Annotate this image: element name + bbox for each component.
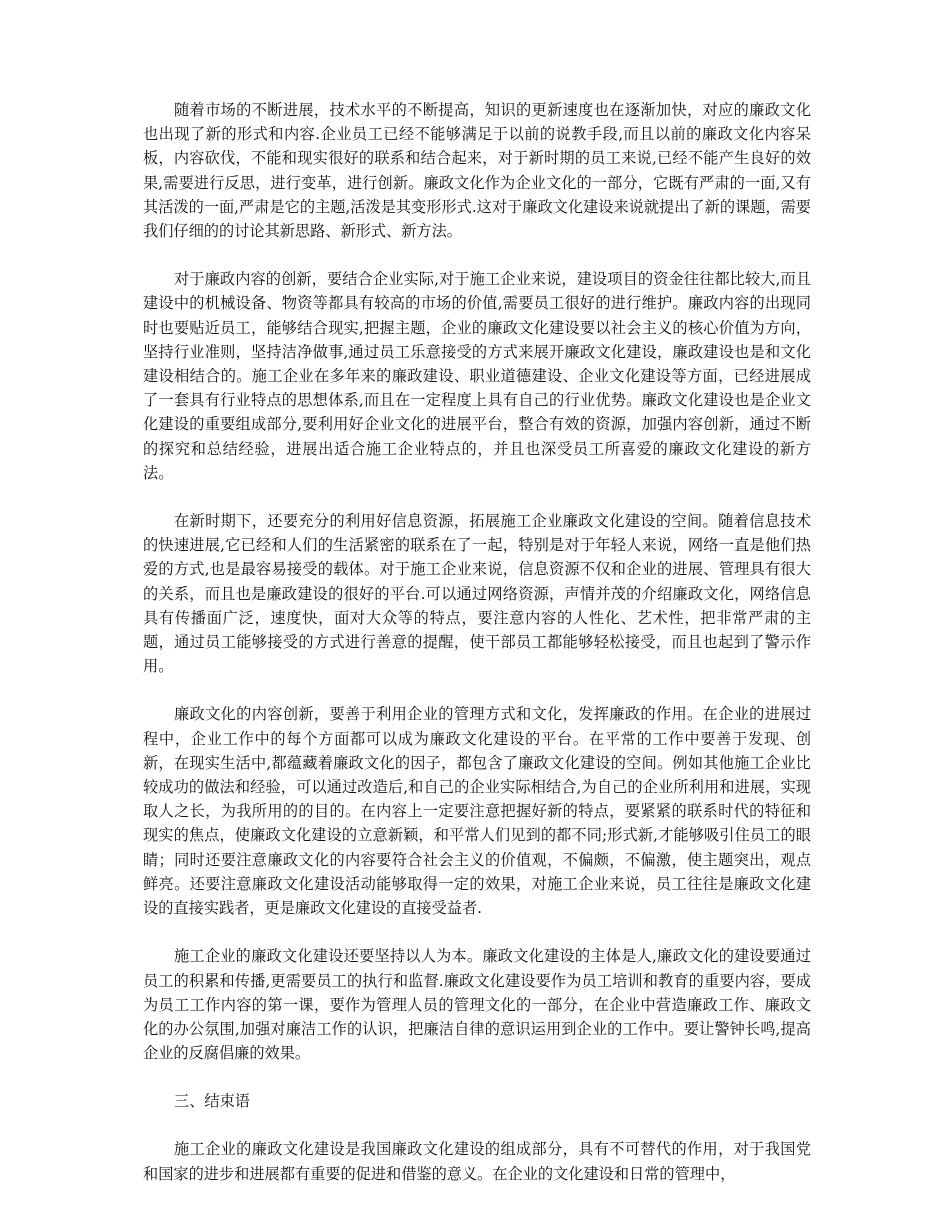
paragraph-3: 在新时期下，还要充分的利用好信息资源，拓展施工企业廉政文化建设的空间。随着信息技术的快速进展,它已经和人们的生活紧密的联系在了一起，特别是对于年轻人来说，网络一直是他们热爱的方式,也是最容易接受的载体。对于施工企业来说，信息资源不仅和企业的进展、管理具有很大的关系，而且也是廉政建设的很好的平台.可以通过网络资源，声情并茂的介绍廉政文化，网络信息具有传播面广泛，速度快，面对大众等的特点，要注意内容的人性化、艺术性，把非常严肃的主题，通过员工能够接受的方式进行善意的提醒，使干部员工都能够轻松接受，而且也起到了警示作用。 <box>143 512 811 676</box>
paragraph-2: 对于廉政内容的创新，要结合企业实际,对于施工企业来说，建设项目的资金往往都比较大,而且建设中的机械设备、物资等都具有较高的市场的价值,需要员工很好的进行维护。廉政内容的出现同时也要贴近员工，能够结合现实,把握主题，企业的廉政文化建设要以社会主义的核心价值为方向，坚持行业准则，坚持洁净做事,通过员工乐意接受的方式来展开廉政文化建设，廉政建设也是和文化建设相结合的。施工企业在多年来的廉政建设、职业道德建设、企业文化建设等方面，已经进展成了一套具有行业特点的思想体系,而且在一定程度上具有自己的行业优势。廉政文化建设也是企业文化建设的重要组成部分,要利用好企业文化的进展平台，整合有效的资源，加强内容创新，通过不断的探究和总结经验，进展出适合施工企业特点的，并且也深受员工所喜爱的廉政文化建设的新方法。 <box>143 270 811 482</box>
paragraph-5: 施工企业的廉政文化建设还要坚持以人为本。廉政文化建设的主体是人,廉政文化的建设要通过员工的积累和传播,更需要员工的执行和监督.廉政文化建设要作为员工培训和教育的重要内容，要成为员工工作内容的第一课，要作为管理人员的管理文化的一部分，在企业中营造廉政工作、廉政文化的办公氛围,加强对廉洁工作的认识，把廉洁自律的意识运用到企业的工作中。要让警钟长鸣,提高企业的反腐倡廉的效果。 <box>143 947 811 1063</box>
paragraph-4: 廉政文化的内容创新，要善于利用企业的管理方式和文化，发挥廉政的作用。在企业的进展过程中，企业工作中的每个方面都可以成为廉政文化建设的平台。在平常的工作中要善于发现、创新，在现实生活中,都蕴藏着廉政文化的因子，都包含了廉政文化建设的空间。例如其他施工企业比较成功的做法和经验，可以通过改造后,和自己的企业实际相结合,为自己的企业所利用和进展，实现取人之长，为我所用的的目的。在内容上一定要注意把握好新的特点，要紧紧的联系时代的特征和现实的焦点，使廉政文化建设的立意新颖，和平常人们见到的都不同;形式新,才能够吸引住员工的眼睛；同时还要注意廉政文化的内容要符合社会主义的价值观，不偏颇，不偏激，使主题突出，观点鲜亮。还要注意廉政文化建设活动能够取得一定的效果，对施工企业来说，员工往往是廉政文化建设的直接实践者，更是廉政文化建设的直接受益者. <box>143 705 811 918</box>
paragraph-spacer <box>143 1113 811 1137</box>
paragraph-spacer <box>143 485 811 509</box>
paragraph-spacer <box>143 920 811 944</box>
paragraph-spacer <box>143 678 811 702</box>
closing-paragraph: 施工企业的廉政文化建设是我国廉政文化建设的组成部分，具有不可替代的作用，对于我国党和国家的进步和进展都有重要的促进和借鉴的意义。在企业的文化建设和日常的管理中， <box>143 1140 811 1183</box>
section-heading: 三、结束语 <box>174 1092 250 1111</box>
document-page <box>143 98 811 1186</box>
paragraph-spacer <box>143 1065 811 1089</box>
paragraph-spacer <box>143 243 811 267</box>
paragraph-1: 随着市场的不断进展，技术水平的不断提高，知识的更新速度也在逐渐加快，对应的廉政文化也出现了新的形式和内容.企业员工已经不能够满足于以前的说教手段,而且以前的廉政文化内容呆板，内容砍伐，不能和现实很好的联系和结合起来，对于新时期的员工来说,已经不能产生良好的效果,需要进行反思，进行变革，进行创新。廉政文化作为企业文化的一部分，它既有严肃的一面,又有其活泼的一面,严肃是它的主题,活泼是其变形形式.这对于廉政文化建设来说就提出了新的课题，需要我们仔细的的讨论其新思路、新形式、新方法。 <box>143 101 811 241</box>
